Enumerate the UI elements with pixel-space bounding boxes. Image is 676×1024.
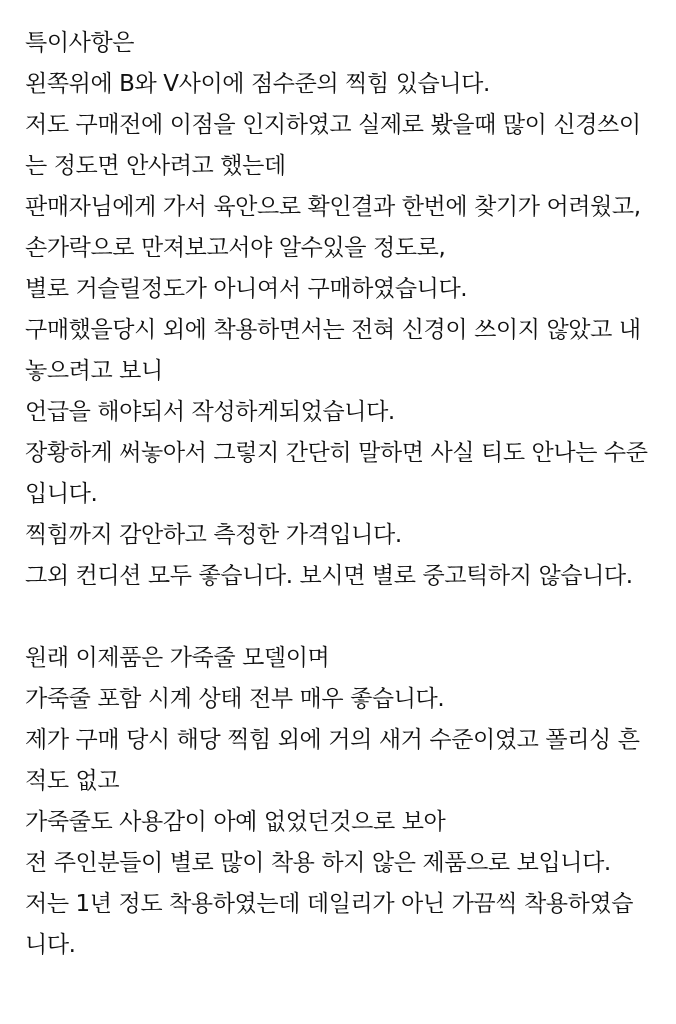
blank-line bbox=[25, 597, 664, 638]
text-line: 그외 컨디션 모두 좋습니다. 보시면 별로 중고틱하지 않습니다. bbox=[25, 563, 633, 589]
post-body-text bbox=[25, 23, 664, 966]
text-line: 가죽줄 포함 시계 상태 전부 매우 좋습니다. bbox=[25, 686, 445, 712]
text-line: 입니다. bbox=[25, 481, 98, 507]
text-line: 왼쪽위에 B와 V사이에 점수준의 찍힘 있습니다. bbox=[25, 71, 490, 97]
text-line: 니다. bbox=[25, 932, 76, 958]
text-line: 찍힘까지 감안하고 측정한 가격입니다. bbox=[25, 522, 402, 548]
text-line: 원래 이제품은 가죽줄 모델이며 bbox=[25, 645, 330, 671]
text-line: 판매자님에게 가서 육안으로 확인결과 한번에 찾기가 어려웠고, bbox=[25, 194, 641, 220]
text-line: 적도 없고 bbox=[25, 768, 120, 794]
text-line: 제가 구매 당시 해당 찍힘 외에 거의 새거 수준이였고 폴리싱 흔 bbox=[25, 727, 640, 753]
text-line: 특이사항은 bbox=[25, 30, 135, 56]
text-line: 구매했을당시 외에 착용하면서는 전혀 신경이 쓰이지 않았고 내 bbox=[25, 317, 641, 343]
text-line: 가죽줄도 사용감이 아예 없었던것으로 보아 bbox=[25, 809, 446, 835]
text-line: 손가락으로 만져보고서야 알수있을 정도로, bbox=[25, 235, 446, 261]
text-line: 저도 구매전에 이점을 인지하였고 실제로 봤을때 많이 신경쓰이 bbox=[25, 112, 641, 138]
text-line: 는 정도면 안사려고 했는데 bbox=[25, 153, 286, 179]
text-line: 놓으려고 보니 bbox=[25, 358, 163, 384]
text-line: 언급을 해야되서 작성하게되었습니다. bbox=[25, 399, 395, 425]
text-line: 장황하게 써놓아서 그렇지 간단히 말하면 사실 티도 안나는 수준 bbox=[25, 440, 648, 466]
text-line: 전 주인분들이 별로 많이 착용 하지 않은 제품으로 보입니다. bbox=[25, 850, 611, 876]
text-line: 별로 거슬릴정도가 아니여서 구매하였습니다. bbox=[25, 276, 468, 302]
text-line: 저는 1년 정도 착용하였는데 데일리가 아닌 가끔씩 착용하였습 bbox=[25, 891, 634, 917]
